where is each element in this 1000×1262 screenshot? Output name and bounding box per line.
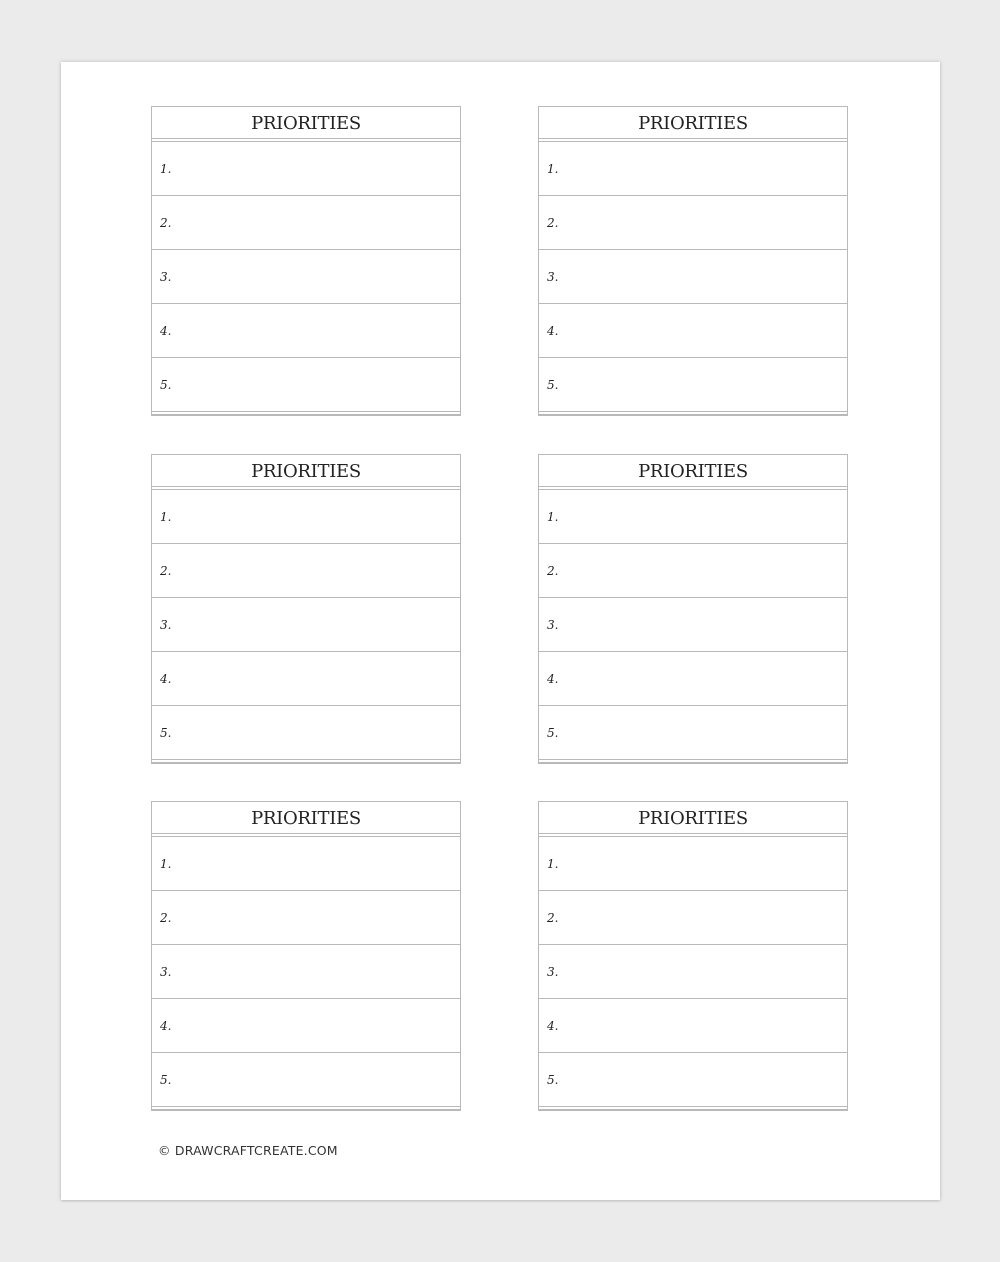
card-title: PRIORITIES: [251, 112, 361, 134]
priority-row: [152, 358, 460, 412]
priority-row: [539, 142, 847, 196]
priority-row: [539, 304, 847, 358]
priority-row: [152, 598, 460, 652]
priority-row: [152, 706, 460, 760]
priority-number: 3.: [160, 270, 172, 284]
priority-number: 2.: [160, 564, 172, 578]
priority-row: [152, 142, 460, 196]
priority-row: [152, 652, 460, 706]
priority-number: 4.: [547, 1019, 559, 1033]
priority-row: [539, 598, 847, 652]
priority-number: 4.: [160, 1019, 172, 1033]
priority-row: [152, 250, 460, 304]
priority-number: 2.: [547, 911, 559, 925]
priority-number: 3.: [160, 965, 172, 979]
card-title: PRIORITIES: [638, 807, 748, 829]
priority-number: 1.: [547, 162, 559, 176]
priority-row: [152, 196, 460, 250]
footer-divider: [539, 760, 847, 763]
priority-row: [539, 544, 847, 598]
priority-row: [539, 196, 847, 250]
priority-number: 5.: [160, 726, 172, 740]
priority-number: 5.: [160, 1073, 172, 1087]
priority-row: [152, 1053, 460, 1107]
priority-number: 2.: [160, 216, 172, 230]
priority-row: [152, 999, 460, 1053]
priority-number: 1.: [160, 510, 172, 524]
priority-number: 1.: [547, 510, 559, 524]
priority-row: [152, 544, 460, 598]
priority-number: 2.: [547, 564, 559, 578]
priority-number: 1.: [160, 857, 172, 871]
priority-number: 3.: [160, 618, 172, 632]
priority-row: [539, 250, 847, 304]
priority-number: 4.: [547, 324, 559, 338]
priority-row: [152, 891, 460, 945]
footer-divider: [152, 760, 460, 763]
priority-number: 3.: [547, 270, 559, 284]
priority-row: [152, 945, 460, 999]
footer-divider: [152, 1107, 460, 1110]
priority-row: [539, 891, 847, 945]
footer-divider: [539, 412, 847, 415]
priorities-card: [538, 454, 848, 764]
card-header: [152, 107, 460, 139]
priority-number: 5.: [547, 378, 559, 392]
priority-number: 5.: [547, 726, 559, 740]
card-title: PRIORITIES: [251, 460, 361, 482]
priority-row: [539, 999, 847, 1053]
card-header: [539, 455, 847, 487]
priority-number: 4.: [160, 672, 172, 686]
priorities-card: [151, 454, 461, 764]
priority-number: 3.: [547, 618, 559, 632]
card-header: [152, 802, 460, 834]
priority-row: [539, 652, 847, 706]
priority-number: 2.: [160, 911, 172, 925]
priorities-card: [538, 801, 848, 1111]
priority-row: [152, 304, 460, 358]
priorities-card: [151, 801, 461, 1111]
card-header: [152, 455, 460, 487]
priority-number: 5.: [160, 378, 172, 392]
card-title: PRIORITIES: [638, 460, 748, 482]
card-header: [539, 802, 847, 834]
priority-number: 3.: [547, 965, 559, 979]
priority-number: 1.: [160, 162, 172, 176]
copyright-footer: © DRAWCRAFTCREATE.COM: [158, 1143, 338, 1158]
priority-row: [539, 945, 847, 999]
priority-row: [539, 1053, 847, 1107]
footer-divider: [539, 1107, 847, 1110]
priorities-card: [151, 106, 461, 416]
card-title: PRIORITIES: [251, 807, 361, 829]
priority-row: [539, 706, 847, 760]
priority-row: [539, 837, 847, 891]
priority-row: [152, 490, 460, 544]
priority-row: [539, 490, 847, 544]
priority-number: 4.: [547, 672, 559, 686]
card-title: PRIORITIES: [638, 112, 748, 134]
priority-number: 4.: [160, 324, 172, 338]
priorities-card: [538, 106, 848, 416]
priority-row: [152, 837, 460, 891]
priority-number: 1.: [547, 857, 559, 871]
footer-divider: [152, 412, 460, 415]
card-header: [539, 107, 847, 139]
priority-number: 2.: [547, 216, 559, 230]
priority-number: 5.: [547, 1073, 559, 1087]
priority-row: [539, 358, 847, 412]
